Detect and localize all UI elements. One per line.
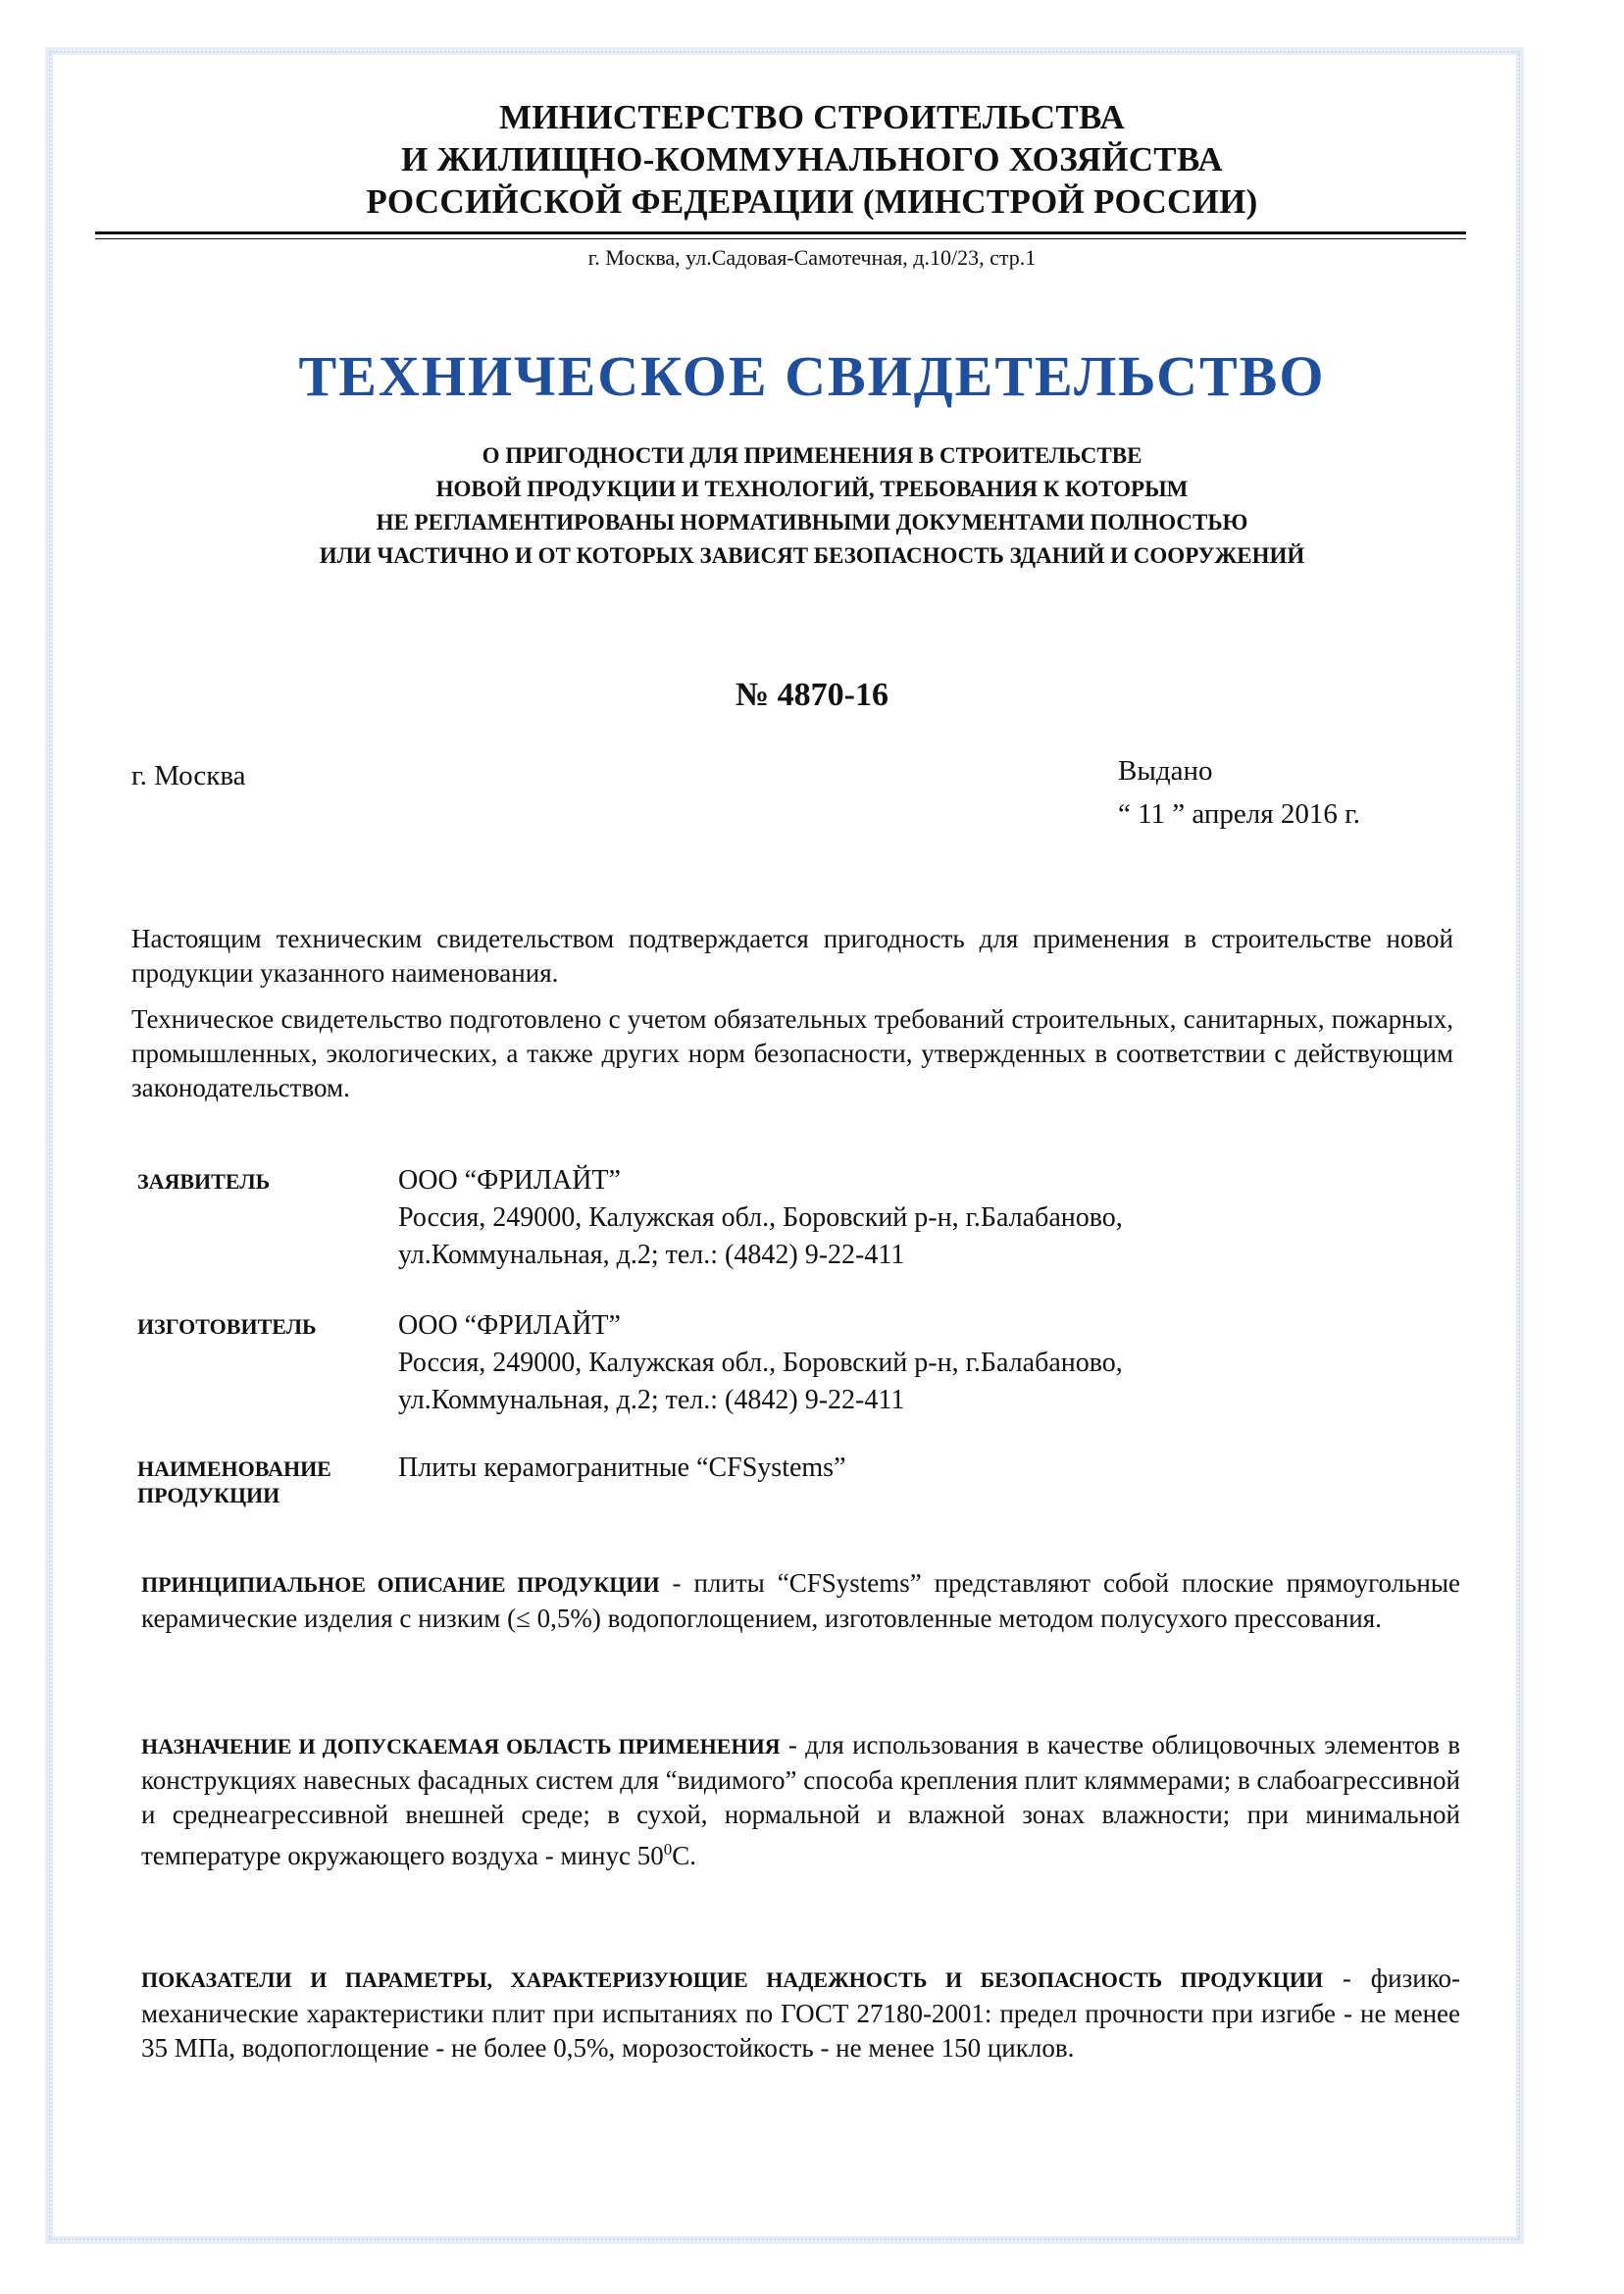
applicant-value xyxy=(398,1162,1457,1274)
purpose-text: - для использования в качестве облицовочных элементов в конструкциях навесных фасадных систем для “видимого” способа крепления плит кляммерами; в слабоагрессивной и среднеагрессивной внешней среде; в сухой, нормальной и влажной зонах влажности; при минимальной температуре окружающего воздуха - минус 50 xyxy=(141,1730,1460,1870)
subtitle-line: НОВОЙ ПРОДУКЦИИ И ТЕХНОЛОГИЙ, ТРЕБОВАНИЯ К КОТОРЫМ xyxy=(435,477,1189,501)
issue-block xyxy=(1118,749,1360,836)
product-label-line: ПРОДУКЦИИ xyxy=(137,1483,280,1507)
ministry-header xyxy=(0,96,1624,223)
issued-date: “ 11 ” апреля 2016 г. xyxy=(1118,798,1360,830)
issued-label: Выдано xyxy=(1118,755,1213,787)
applicant-name: ООО “ФРИЛАЙТ” xyxy=(398,1165,621,1196)
subtitle-line: ИЛИ ЧАСТИЧНО И ОТ КОТОРЫХ ЗАВИСЯТ БЕЗОПАСНОСТЬ ЗДАНИЙ И СООРУЖЕНИЙ xyxy=(319,543,1305,568)
applicant-label: ЗАЯВИТЕЛЬ xyxy=(137,1169,271,1194)
applicant-address: Россия, 249000, Калужская обл., Боровский р-н, г.Балабаново, xyxy=(398,1202,1123,1233)
intro-section xyxy=(131,922,1453,1117)
parameters-text: - физико-механические характеристики плит при испытаниях по ГОСТ 27180-2001: предел прочности при изгибе - не менее 35 МПа, водопоглощение - не более 0,5%, морозостойкость - не менее 150 циклов. xyxy=(141,1963,1460,2063)
product-name: Плиты керамогранитные “CFSystems” xyxy=(398,1453,846,1483)
issue-city: г. Москва xyxy=(131,760,246,791)
parameters-heading: ПОКАЗАТЕЛИ И ПАРАМЕТРЫ, ХАРАКТЕРИЗУЮЩИЕ НАДЕЖНОСТЬ И БЕЗОПАСНОСТЬ ПРОДУКЦИИ xyxy=(141,1967,1324,1992)
manufacturer-value xyxy=(398,1307,1457,1419)
parameters-section xyxy=(141,1962,1460,2065)
product-value xyxy=(398,1450,1457,1487)
ministry-address: г. Москва, ул.Садовая-Самотечная, д.10/23, стр.1 xyxy=(587,245,1037,270)
ministry-line: И ЖИЛИЩНО-КОММУНАЛЬНОГО ХОЗЯЙСТВА xyxy=(401,140,1223,178)
intro-paragraph: Настоящим техническим свидетельством подтверждается пригодность для применения в строительстве новой продукции указанного наименования. xyxy=(131,924,1453,988)
description-heading: ПРИНЦИПИАЛЬНОЕ ОПИСАНИЕ ПРОДУКЦИИ xyxy=(141,1572,660,1597)
purpose-section xyxy=(141,1728,1460,1873)
product-label-line: НАИМЕНОВАНИЕ xyxy=(137,1456,331,1481)
product-label xyxy=(137,1455,382,1508)
header-divider xyxy=(95,231,1466,234)
subtitle-line: О ПРИГОДНОСТИ ДЛЯ ПРИМЕНЕНИЯ В СТРОИТЕЛЬСТВЕ xyxy=(482,443,1142,468)
document-title: ТЕХНИЧЕСКОЕ СВИДЕТЕЛЬСТВО xyxy=(298,344,1326,408)
manufacturer-name: ООО “ФРИЛАЙТ” xyxy=(398,1310,621,1341)
intro-paragraph: Техническое свидетельство подготовлено с учетом обязательных требований строительных, санитарных, пожарных, промышленных, экологических, а также других норм безопасности, утвержденных в соответствии с действующим законодательством. xyxy=(131,1004,1453,1102)
manufacturer-label: ИЗГОТОВИТЕЛЬ xyxy=(137,1314,317,1339)
manufacturer-address: ул.Коммунальная, д.2; тел.: (4842) 9-22-411 xyxy=(398,1385,905,1415)
applicant-address: ул.Коммунальная, д.2; тел.: (4842) 9-22-411 xyxy=(398,1240,905,1270)
temp-unit: С. xyxy=(672,1841,696,1870)
document-number: № 4870-16 xyxy=(736,677,888,713)
degree-sup: 0 xyxy=(663,1840,673,1859)
document-subtitle xyxy=(0,439,1624,573)
ministry-line: РОССИЙСКОЙ ФЕДЕРАЦИИ (МИНСТРОЙ РОССИИ) xyxy=(366,182,1258,221)
description-section xyxy=(141,1566,1460,1636)
ministry-line: МИНИСТЕРСТВО СТРОИТЕЛЬСТВА xyxy=(498,98,1126,136)
subtitle-line: НЕ РЕГЛАМЕНТИРОВАНЫ НОРМАТИВНЫМИ ДОКУМЕНТАМИ ПОЛНОСТЬЮ xyxy=(376,510,1248,535)
manufacturer-address: Россия, 249000, Калужская обл., Боровский р-н, г.Балабаново, xyxy=(398,1348,1123,1378)
header-divider-thin xyxy=(95,238,1466,239)
description-text: - плиты “CFSystems” представляют собой плоские прямоугольные керамические изделия с низким (≤ 0,5%) водопоглощением, изготовленные методом полусухого прессования. xyxy=(141,1568,1461,1633)
purpose-heading: НАЗНАЧЕНИЕ И ДОПУСКАЕМАЯ ОБЛАСТЬ ПРИМЕНЕНИЯ xyxy=(141,1734,781,1759)
